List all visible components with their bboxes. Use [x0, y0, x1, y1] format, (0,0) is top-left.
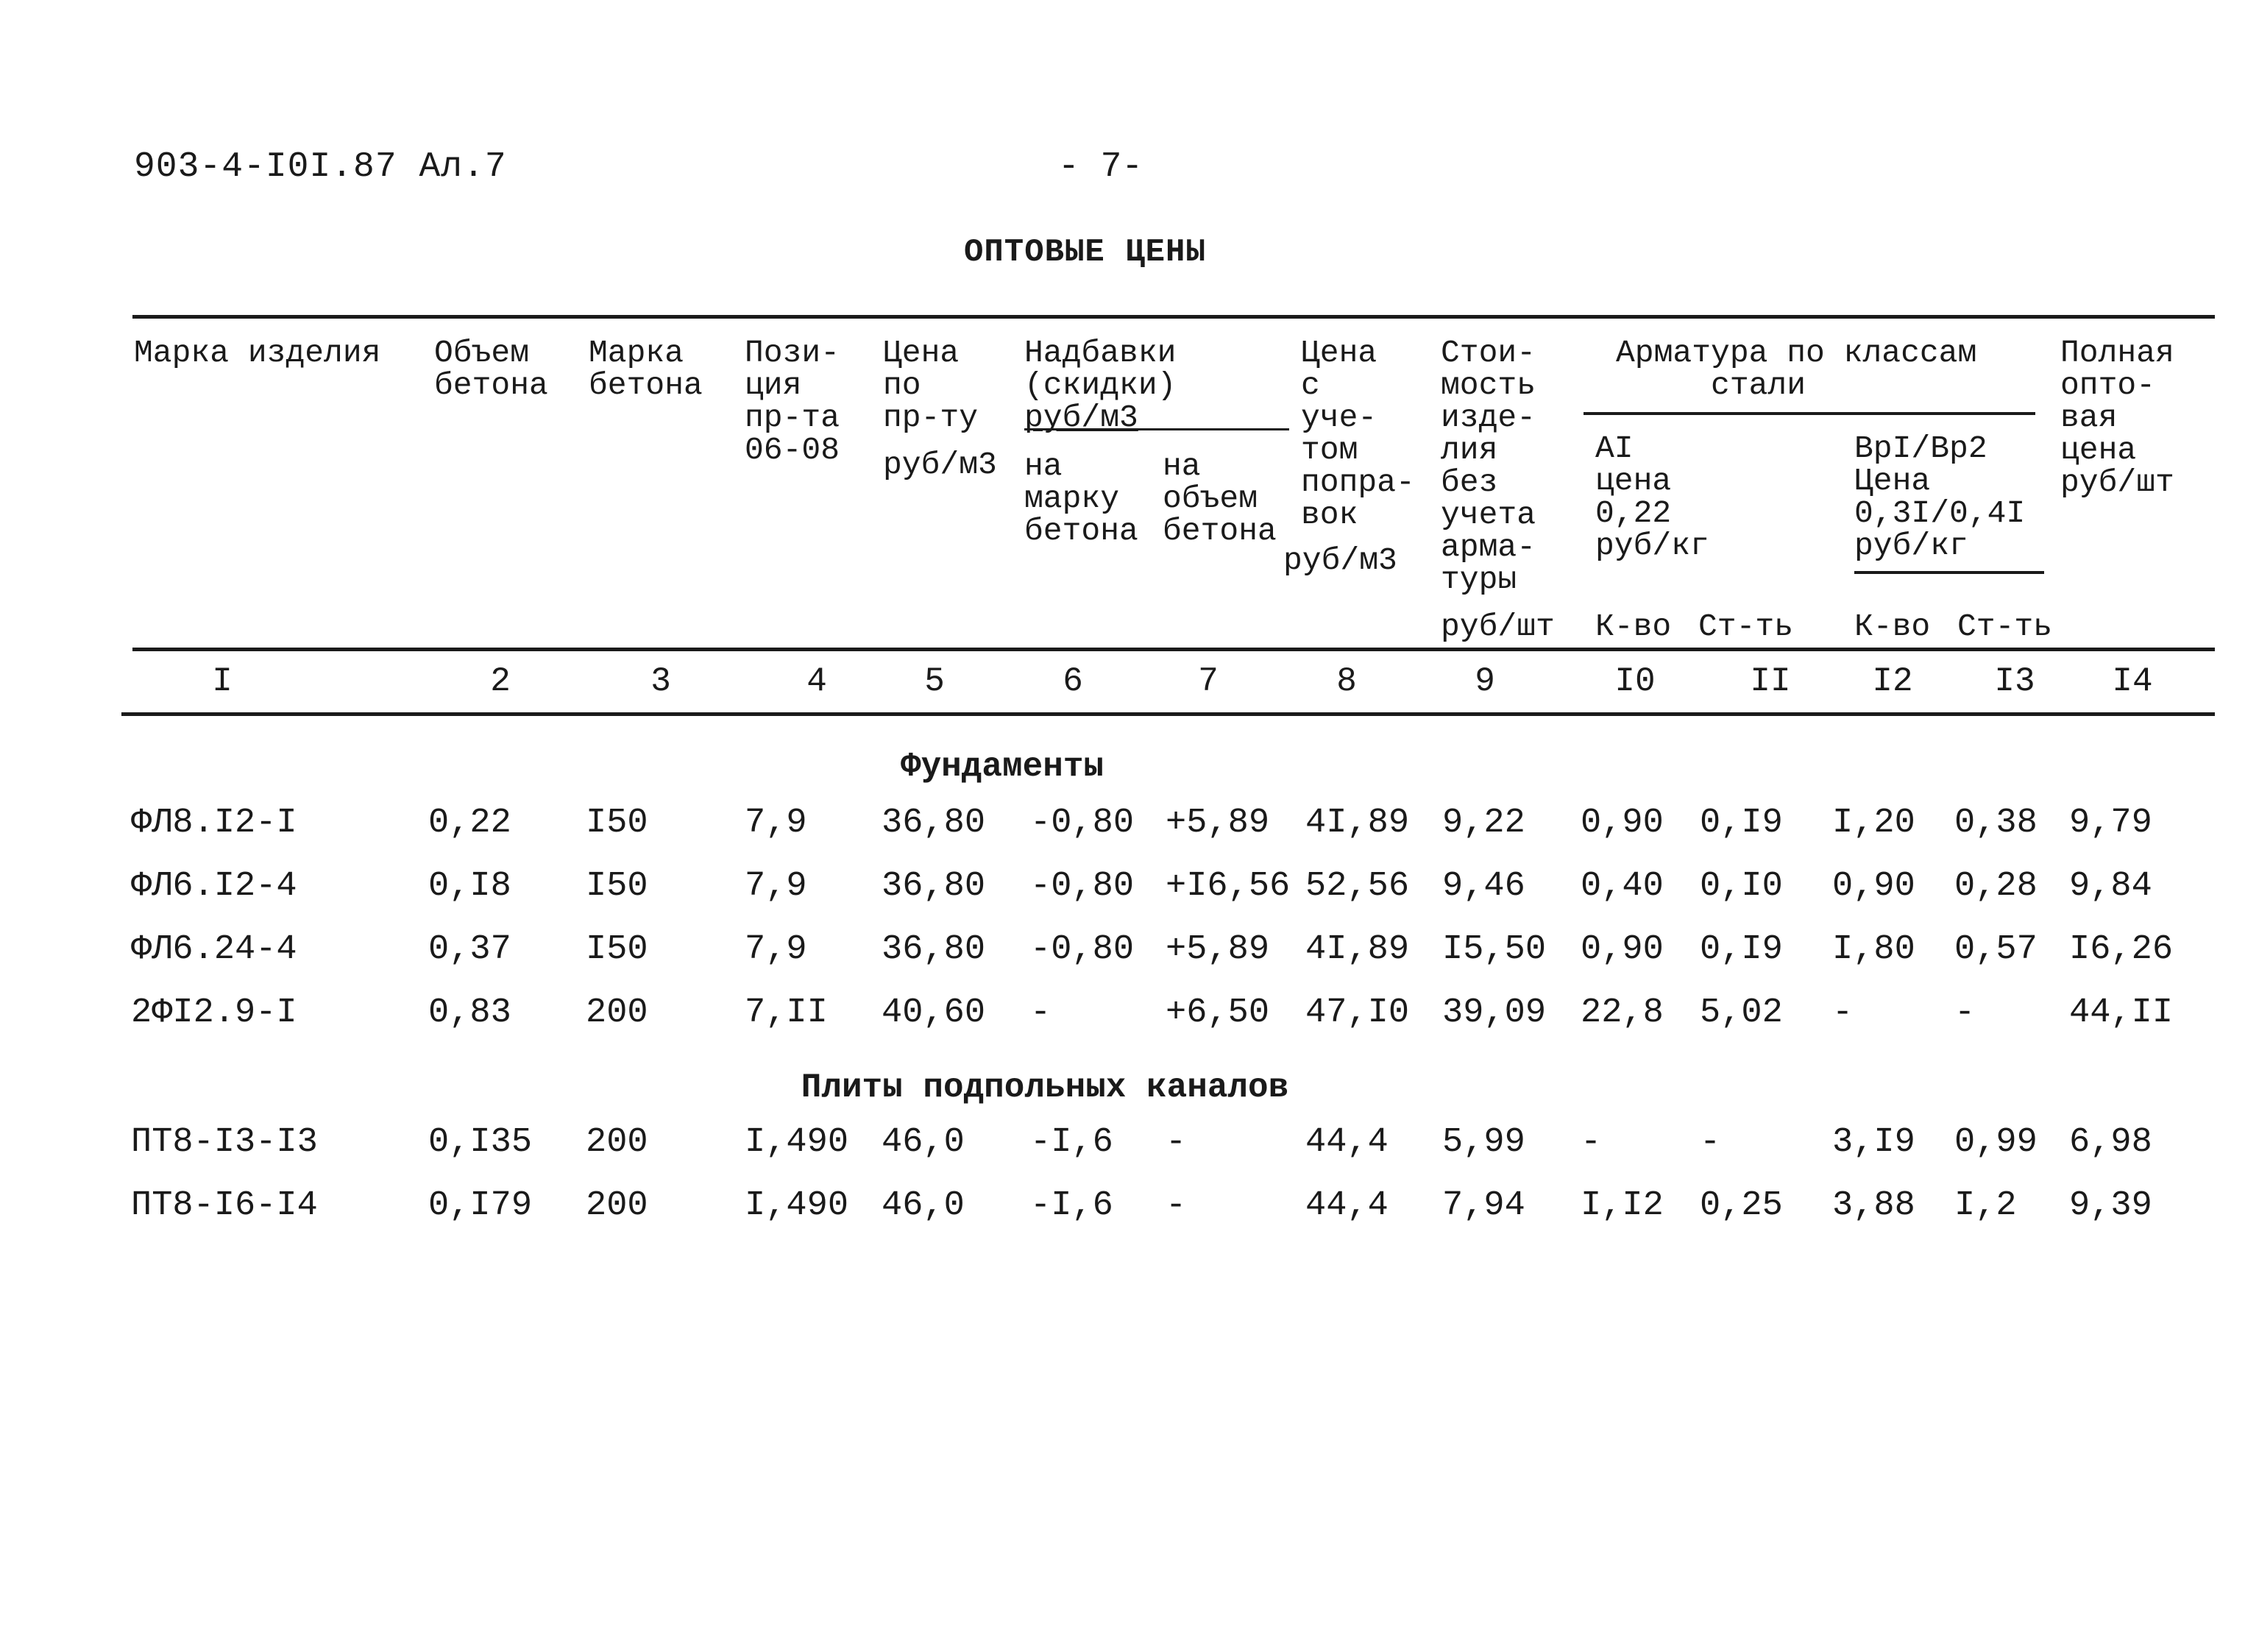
- cell-marka-izdeliya: ФЛ6.24-4: [131, 930, 297, 969]
- cell-na-obem-betona: +I6,56: [1166, 867, 1291, 906]
- column-number: 3: [650, 662, 671, 701]
- cell-vr-stt: 0,99: [1954, 1123, 2038, 1162]
- page-title: ОПТОВЫЕ ЦЕНЫ: [964, 234, 1206, 271]
- header-tsena-s-uchetom: Цена с уче- том попра- вок: [1301, 335, 1415, 533]
- header-marka-betona: Марка бетона: [589, 335, 703, 403]
- cell-ai-kvo: 0,90: [1581, 930, 1664, 969]
- header-na-marku-betona: на марку бетона: [1024, 448, 1138, 549]
- column-number: 4: [806, 662, 827, 701]
- cell-pozitsiya: 7,9: [745, 867, 807, 906]
- cell-ai-stt: 0,I9: [1700, 804, 1783, 843]
- cell-na-obem-betona: +5,89: [1166, 930, 1270, 969]
- cell-ai-kvo: 0,90: [1581, 804, 1664, 843]
- cell-obem-betona: 0,I35: [428, 1123, 533, 1162]
- header-tsena-po-prtu-unit: руб/м3: [883, 447, 997, 483]
- header-na-obem-betona: на объем бетона: [1163, 448, 1277, 549]
- cell-pozitsiya: I,490: [745, 1123, 849, 1162]
- cell-marka-izdeliya: ПТ8-I3-I3: [131, 1123, 318, 1162]
- header-polnaya-tsena: Полная опто- вая цена руб/шт: [2060, 335, 2174, 500]
- cell-marka-betona: I50: [586, 804, 648, 843]
- header-stoimost-unit: руб/шт: [1441, 609, 1555, 645]
- vr-underline: [1854, 571, 2044, 574]
- cell-vr-stt: 0,38: [1954, 804, 2038, 843]
- cell-na-marku-betona: -: [1030, 993, 1052, 1032]
- cell-marka-betona: I50: [586, 867, 648, 906]
- cell-obem-betona: 0,I79: [428, 1186, 533, 1225]
- cell-tsena-s-uchetom: 44,4: [1305, 1123, 1389, 1162]
- cell-tsena-po-prtu: 36,80: [882, 930, 986, 969]
- cell-vr-stt: 0,57: [1954, 930, 2038, 969]
- cell-na-obem-betona: -: [1166, 1186, 1187, 1225]
- cell-vr-stt: -: [1954, 993, 1976, 1032]
- cell-marka-betona: I50: [586, 930, 648, 969]
- cell-polnaya-tsena: 44,II: [2069, 993, 2174, 1032]
- cell-obem-betona: 0,37: [428, 930, 511, 969]
- cell-stoimost: 9,46: [1442, 867, 1525, 906]
- cell-stoimost: 5,99: [1442, 1123, 1525, 1162]
- page-number: - 7-: [1058, 147, 1143, 187]
- column-number: 8: [1336, 662, 1357, 701]
- cell-tsena-po-prtu: 36,80: [882, 804, 986, 843]
- header-nadbavki-unit: руб/м3: [1024, 400, 1138, 436]
- cell-pozitsiya: I,490: [745, 1186, 849, 1225]
- cell-tsena-po-prtu: 46,0: [882, 1123, 965, 1162]
- header-bottom-rule: [132, 648, 2215, 651]
- cell-marka-betona: 200: [586, 1186, 648, 1225]
- column-number: 9: [1475, 662, 1495, 701]
- cell-vr-kvo: 0,90: [1832, 867, 1915, 906]
- header-vr-kvo: К-во: [1854, 609, 1931, 645]
- cell-vr-stt: 0,28: [1954, 867, 2038, 906]
- header-vr-price: ВрI/Вр2 Цена 0,3I/0,4I руб/кг: [1854, 430, 2026, 564]
- cell-na-obem-betona: -: [1166, 1123, 1187, 1162]
- cell-na-obem-betona: +6,50: [1166, 993, 1270, 1032]
- cell-tsena-po-prtu: 36,80: [882, 867, 986, 906]
- cell-na-marku-betona: -0,80: [1030, 804, 1135, 843]
- cell-marka-izdeliya: 2ФI2.9-I: [131, 993, 297, 1032]
- header-ai-kvo: К-во: [1595, 609, 1672, 645]
- column-number: 2: [490, 662, 511, 701]
- cell-ai-kvo: I,I2: [1581, 1186, 1664, 1225]
- cell-ai-kvo: 22,8: [1581, 993, 1664, 1032]
- column-number: I4: [2112, 662, 2153, 701]
- cell-na-marku-betona: -0,80: [1030, 930, 1135, 969]
- cell-vr-kvo: I,20: [1832, 804, 1915, 843]
- header-nadbavki: Надбавки (скидки): [1024, 335, 1177, 403]
- cell-marka-betona: 200: [586, 993, 648, 1032]
- cell-pozitsiya: 7,9: [745, 930, 807, 969]
- header-vr-stt: Ст-ть: [1957, 609, 2053, 645]
- cell-pozitsiya: 7,9: [745, 804, 807, 843]
- cell-tsena-s-uchetom: 44,4: [1305, 1186, 1389, 1225]
- cell-polnaya-tsena: 9,84: [2069, 867, 2152, 906]
- column-number: 5: [924, 662, 945, 701]
- cell-polnaya-tsena: 6,98: [2069, 1123, 2152, 1162]
- cell-obem-betona: 0,I8: [428, 867, 511, 906]
- cell-marka-izdeliya: ПТ8-I6-I4: [131, 1186, 318, 1225]
- cell-obem-betona: 0,83: [428, 993, 511, 1032]
- column-number: I: [212, 662, 233, 701]
- header-tsena-s-uchetom-unit: руб/м3: [1283, 542, 1397, 578]
- cell-na-marku-betona: -0,80: [1030, 867, 1135, 906]
- cell-vr-kvo: -: [1832, 993, 1854, 1032]
- header-obem-betona: Объем бетона: [434, 335, 548, 403]
- cell-na-marku-betona: -I,6: [1030, 1186, 1113, 1225]
- cell-stoimost: 7,94: [1442, 1186, 1525, 1225]
- cell-marka-izdeliya: ФЛ8.I2-I: [131, 804, 297, 843]
- cell-marka-izdeliya: ФЛ6.I2-4: [131, 867, 297, 906]
- column-number: 6: [1063, 662, 1083, 701]
- column-number: I0: [1614, 662, 1656, 701]
- cell-polnaya-tsena: 9,79: [2069, 804, 2152, 843]
- header-armatura: Арматура по классам стали: [1616, 335, 1977, 403]
- cell-tsena-s-uchetom: 52,56: [1305, 867, 1410, 906]
- header-tsena-po-prtu: Цена по пр-ту: [883, 335, 979, 436]
- cell-tsena-po-prtu: 46,0: [882, 1186, 965, 1225]
- header-ai-stt: Ст-ть: [1698, 609, 1794, 645]
- cell-stoimost: 9,22: [1442, 804, 1525, 843]
- cell-ai-stt: 5,02: [1700, 993, 1783, 1032]
- cell-vr-kvo: I,80: [1832, 930, 1915, 969]
- cell-tsena-s-uchetom: 4I,89: [1305, 804, 1410, 843]
- cell-ai-kvo: -: [1581, 1123, 1602, 1162]
- header-marka-izdeliya: Марка изделия: [134, 335, 381, 371]
- cell-ai-stt: -: [1700, 1123, 1721, 1162]
- cell-ai-stt: 0,I9: [1700, 930, 1783, 969]
- column-numbers-rule: [121, 712, 2215, 716]
- cell-tsena-po-prtu: 40,60: [882, 993, 986, 1032]
- section-title-plity: Плиты подпольных каналов: [801, 1068, 1289, 1107]
- cell-vr-kvo: 3,I9: [1832, 1123, 1915, 1162]
- cell-pozitsiya: 7,II: [745, 993, 828, 1032]
- cell-tsena-s-uchetom: 47,I0: [1305, 993, 1410, 1032]
- cell-vr-stt: I,2: [1954, 1186, 2017, 1225]
- cell-ai-kvo: 0,40: [1581, 867, 1664, 906]
- table-top-rule: [132, 315, 2215, 319]
- column-number: I2: [1872, 662, 1913, 701]
- document-code: 903-4-I0I.87 Ал.7: [134, 147, 507, 187]
- cell-polnaya-tsena: 9,39: [2069, 1186, 2152, 1225]
- column-number: II: [1750, 662, 1791, 701]
- armatura-underline: [1584, 412, 2035, 415]
- column-number: 7: [1198, 662, 1219, 701]
- cell-marka-betona: 200: [586, 1123, 648, 1162]
- cell-vr-kvo: 3,88: [1832, 1186, 1915, 1225]
- cell-na-obem-betona: +5,89: [1166, 804, 1270, 843]
- cell-ai-stt: 0,25: [1700, 1186, 1783, 1225]
- cell-stoimost: 39,09: [1442, 993, 1547, 1032]
- header-stoimost: Стои- мость изде- лия без учета арма- туры: [1441, 335, 1536, 598]
- cell-stoimost: I5,50: [1442, 930, 1547, 969]
- cell-tsena-s-uchetom: 4I,89: [1305, 930, 1410, 969]
- header-ai-price: АI цена 0,22 руб/кг: [1595, 430, 1709, 564]
- cell-obem-betona: 0,22: [428, 804, 511, 843]
- section-title-fundamenty: Фундаменты: [900, 748, 1104, 786]
- cell-polnaya-tsena: I6,26: [2069, 930, 2174, 969]
- cell-ai-stt: 0,I0: [1700, 867, 1783, 906]
- cell-na-marku-betona: -I,6: [1030, 1123, 1113, 1162]
- header-pozitsiya: Пози- ция пр-та 06-08: [745, 335, 840, 468]
- column-number: I3: [1994, 662, 2035, 701]
